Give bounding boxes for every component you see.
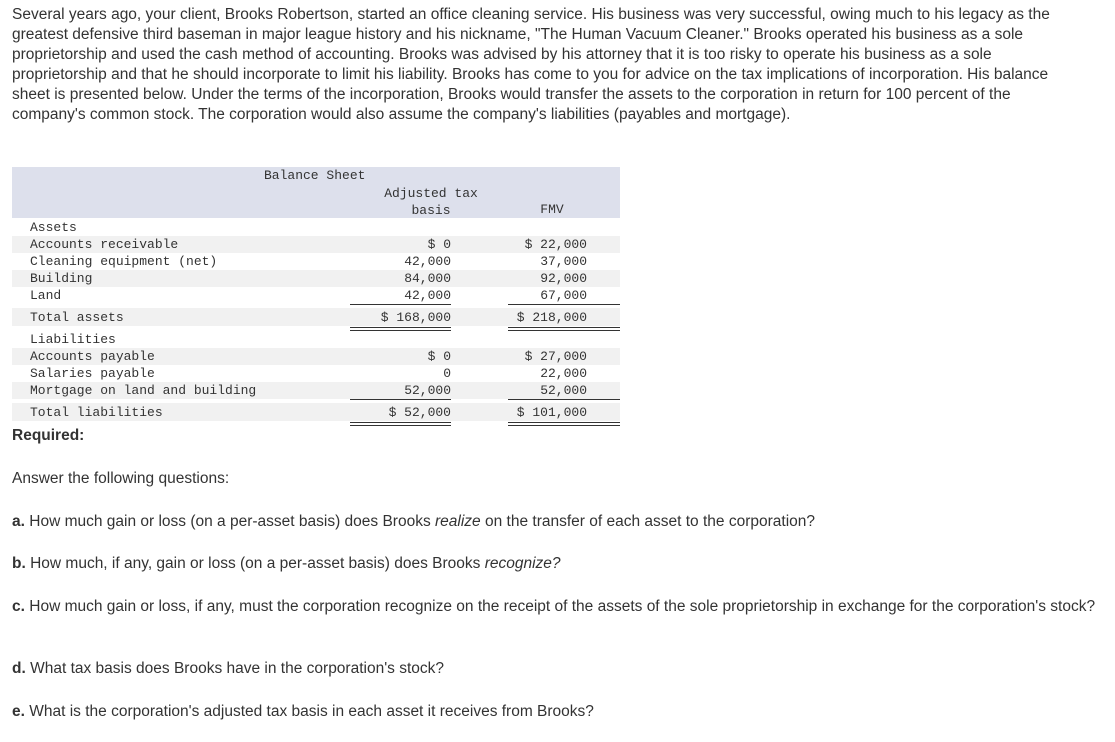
- asset-fmv: 37,000: [540, 254, 587, 269]
- question-text: How much gain or loss, if any, must the corporation recognize on the receipt of the assets of the sole proprietorship in exchange for the corporation's stock?: [29, 598, 1096, 615]
- question-text: What is the corporation's adjusted tax basis in each asset it receives from Brooks?: [29, 703, 594, 720]
- liability-basis: 0: [443, 366, 451, 381]
- asset-label: Land: [30, 288, 62, 303]
- question-letter: b.: [12, 555, 26, 572]
- fmv-subtotal-rule: [508, 304, 620, 305]
- asset-basis: 42,000: [404, 288, 451, 303]
- question-letter: c.: [12, 598, 25, 615]
- question-text: How much gain or loss (on a per-asset basis) does Brooks: [29, 513, 436, 530]
- liability-basis: $ 0: [427, 349, 451, 364]
- fmv-total-double-rule-1: [508, 422, 620, 423]
- question-e: [12, 702, 1082, 722]
- basis-total-double-rule-2: [350, 425, 451, 426]
- liability-fmv: $ 27,000: [524, 349, 587, 364]
- asset-basis: 42,000: [404, 254, 451, 269]
- table-title: Balance Sheet: [264, 168, 366, 183]
- asset-label: Building: [30, 271, 93, 286]
- column-header-adjusted-tax-basis: [360, 185, 502, 219]
- question-c: [12, 597, 1103, 617]
- liability-fmv: 52,000: [540, 383, 587, 398]
- question-text-end: on the transfer of each asset to the corporation?: [480, 513, 816, 530]
- question-text: How much, if any, gain or loss (on a per-asset basis) does Brooks: [30, 555, 485, 572]
- total-liabilities-fmv: $ 101,000: [516, 405, 587, 420]
- total-liabilities-label: Total liabilities: [30, 405, 163, 420]
- basis-total-double-rule-2: [350, 330, 451, 331]
- basis-total-double-rule-1: [350, 327, 451, 328]
- liability-label: Mortgage on land and building: [30, 383, 257, 398]
- problem-intro: Several years ago, your client, Brooks Robertson, started an office cleaning service. His business was very successful, owing much to his legacy as the greatest defensive third baseman in major league history and his nickname, "The Human Vacuum Cleaner." Brooks operated his business as a sole proprietorship and used the cash method of accounting. Brooks was advised by his attorney that it is too risky to operate his business as a sole proprietorship and that he should incorporate to limit his liability. Brooks has come to you for advice on the tax implications of incorporation. His balance sheet is presented below. Under the terms of the incorporation, Brooks would transfer the assets to the corporation in return for 100 percent of the company's common stock. The corporation would also assume the company's liabilities (payables and mortgage).: [12, 6, 1050, 123]
- liability-label: Accounts payable: [30, 349, 155, 364]
- question-letter: d.: [12, 660, 26, 677]
- asset-fmv: 92,000: [540, 271, 587, 286]
- question-text: What tax basis does Brooks have in the corporation's stock?: [30, 660, 445, 677]
- fmv-total-double-rule-2: [508, 425, 620, 426]
- question-emphasis: recognize?: [484, 555, 561, 572]
- fmv-subtotal-rule: [508, 399, 620, 400]
- answer-prompt: Answer the following questions:: [12, 470, 230, 487]
- question-a: [12, 512, 1082, 532]
- liability-basis: 52,000: [404, 383, 451, 398]
- column-header-basis-line1: Adjusted tax: [384, 186, 478, 201]
- column-header-fmv: FMV: [540, 202, 564, 217]
- liabilities-heading: Liabilities: [30, 332, 116, 347]
- asset-basis: 84,000: [404, 271, 451, 286]
- total-assets-label: Total assets: [30, 310, 124, 325]
- total-assets-fmv: $ 218,000: [516, 310, 587, 325]
- asset-fmv: $ 22,000: [524, 237, 587, 252]
- required-heading: Required:: [12, 427, 85, 444]
- question-letter: e.: [12, 703, 25, 720]
- column-header-basis-line2: basis: [411, 203, 451, 218]
- fmv-total-double-rule-1: [508, 327, 620, 328]
- asset-basis: $ 0: [427, 237, 451, 252]
- total-assets-basis: $ 168,000: [380, 310, 451, 325]
- asset-label: Accounts receivable: [30, 237, 179, 252]
- liability-label: Salaries payable: [30, 366, 155, 381]
- assets-heading: Assets: [30, 220, 77, 235]
- question-letter: a.: [12, 513, 25, 530]
- question-d: [12, 659, 1082, 679]
- basis-subtotal-rule: [350, 399, 451, 400]
- basis-subtotal-rule: [350, 304, 451, 305]
- liability-fmv: 22,000: [540, 366, 587, 381]
- total-liabilities-basis: $ 52,000: [388, 405, 451, 420]
- basis-total-double-rule-1: [350, 422, 451, 423]
- question-b: [12, 554, 1082, 574]
- question-emphasis: realize: [435, 513, 481, 530]
- fmv-total-double-rule-2: [508, 330, 620, 331]
- asset-fmv: 67,000: [540, 288, 587, 303]
- asset-label: Cleaning equipment (net): [30, 254, 218, 269]
